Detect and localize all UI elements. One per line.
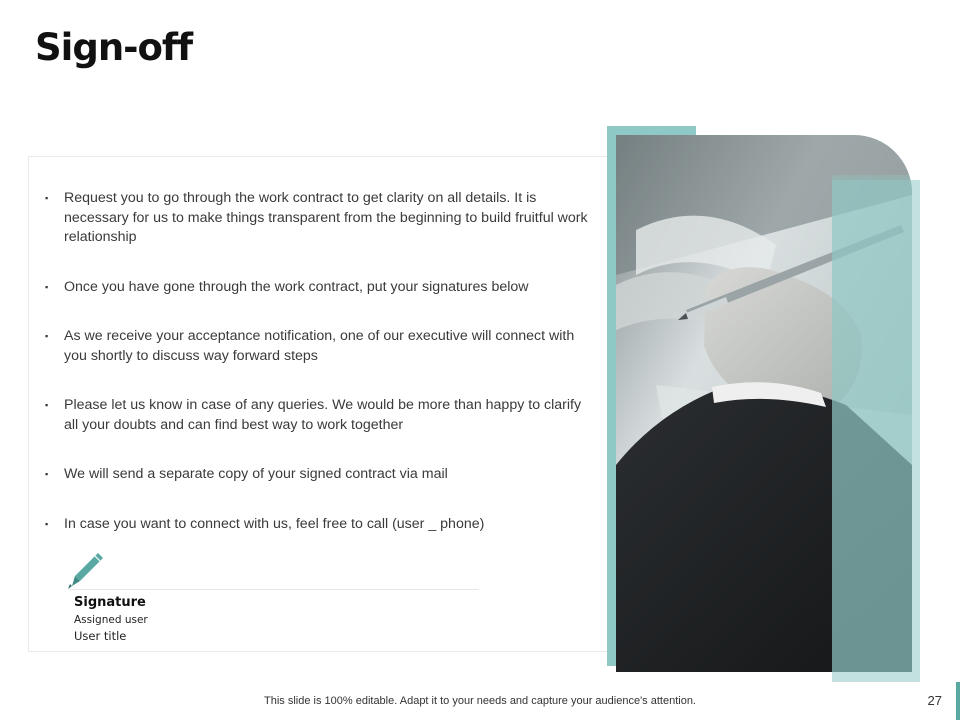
bullet-text: We will send a separate copy of your signed contract via mail — [64, 466, 448, 482]
bullet-marker: ▪ — [45, 281, 49, 292]
bullet-item — [45, 189, 590, 248]
bullet-text: In case you want to connect with us, feel free to call (user _ phone) — [64, 515, 485, 532]
slide-title: Sign-off — [35, 26, 193, 69]
signature-user: Assigned user — [74, 614, 148, 626]
bullet-item — [45, 515, 590, 535]
bullet-marker: ▪ — [45, 400, 49, 410]
bullet-marker: ▪ — [45, 469, 49, 479]
bullet-text: Please let us know in case of any queries. We would be more than happy to clarify all your doubts and can find best way to work together — [64, 397, 582, 433]
footer-note: This slide is 100% editable. Adapt it to your needs and capture your audience's attention. — [264, 695, 696, 707]
bullet-item — [45, 465, 590, 485]
page-number: 27 — [927, 693, 942, 708]
signature-user-title: User title — [74, 629, 127, 643]
bullet-item — [45, 278, 590, 298]
bullet-item — [45, 327, 590, 366]
bullet-text: Once you have gone through the work contract, put your signatures below — [64, 278, 529, 295]
signature-line — [69, 589, 479, 590]
bullet-marker: ▪ — [45, 518, 49, 529]
bullet-item — [45, 396, 590, 435]
bullet-marker: ▪ — [45, 331, 49, 341]
content-box — [28, 156, 620, 652]
bullet-text: As we receive your acceptance notification, one of our executive will connect with you shortly to discuss way forward steps — [64, 328, 575, 364]
accent-strip-front — [832, 180, 920, 682]
signature-title: Signature — [74, 595, 146, 610]
bullet-text: Request you to go through the work contract to get clarity on all details. It is necessary for us to make things transparent from the beginning to build fruitful work relationship — [64, 190, 588, 245]
corner-accent-bar — [956, 682, 960, 720]
fountain-pen-icon — [65, 551, 105, 591]
bullet-marker: ▪ — [45, 193, 49, 203]
bullet-list — [45, 189, 590, 534]
